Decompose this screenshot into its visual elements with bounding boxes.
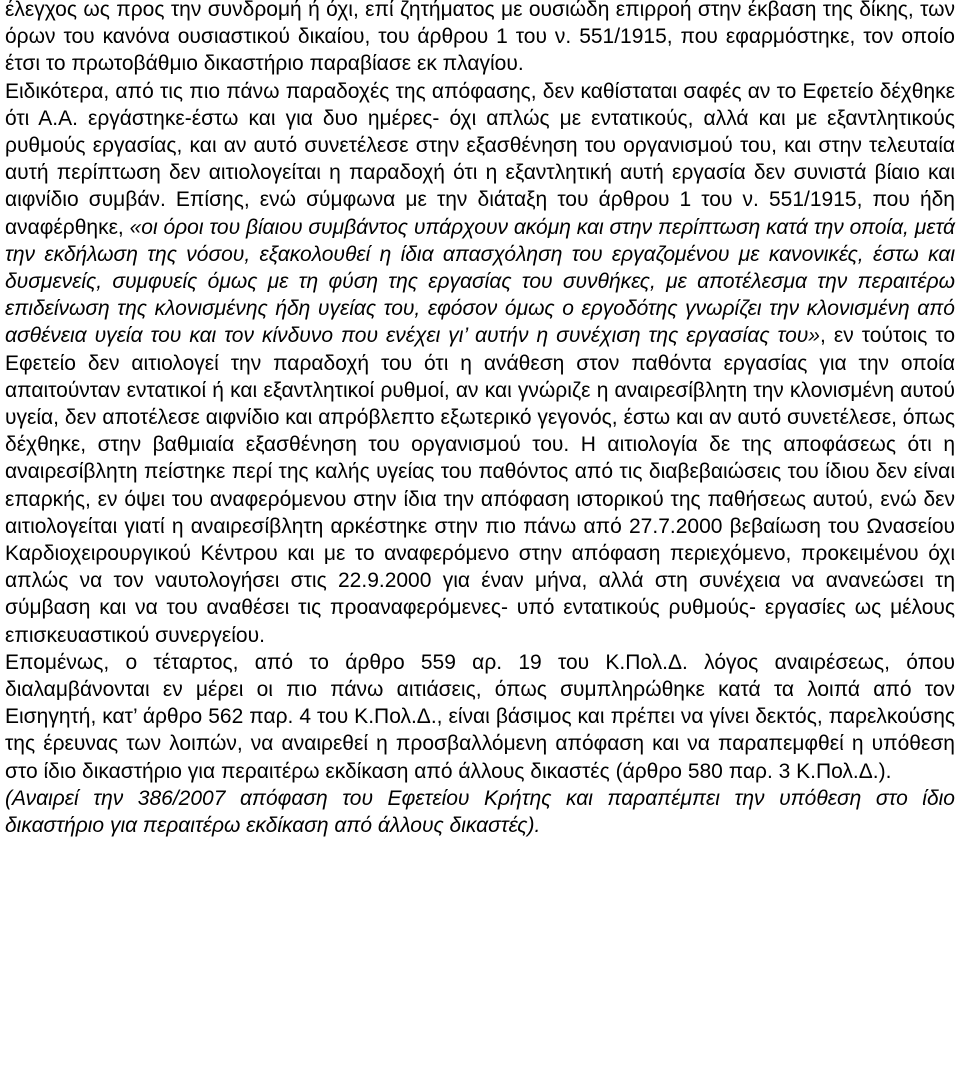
paragraph-2-quotation: «οι όροι του βίαιου συμβάντος υπάρχουν ακόμη και στην περίπτωση κατά την οποία, μετά την εκδήλωση της νόσου, εξακολουθεί η ίδια απασχόληση του εργαζομένου με κανονικές, έστω και δυσμενείς, συμφυείς όμως με τη φύση της εργασίας του συνθήκες, με αποτέλεσμα την περαιτέρω επιδείνωση της κλονισμένης ήδη υγείας του, εφόσον όμως ο εργοδότης γνωρίζει την κλονισμένη από ασθένεια υγεία του και τον κίνδυνο που ενέχει γι’ αυτήν η συνέχιση της εργασίας του» (5, 215, 955, 348)
paragraph-2-text-start: Ειδικότερα, από τις πιο πάνω παραδοχές της απόφασης, δεν καθίσταται σαφές αν το Εφετείο δέχθηκε ότι Α.Α. εργάστηκε-έστω και για δυο ημέρες- όχι απλώς με εντατικούς, αλλά και με εξαντλητικούς ρυθμούς εργασίας, και αν αυτό συνετέλεσε στην εξασθένηση του οργανισμού του, και στην τελευταία αυτή περίπτωση δεν αιτιολογείται η παραδοχή ότι η εξαντλητική αυτή εργασία δεν συνιστά βίαιο και αιφνίδιο συμβάν. Επίσης, ενώ σύμφωνα με την διάταξη του άρθρου 1 του ν. 551/1915, που ήδη αναφέρθηκε, (5, 79, 955, 239)
paragraph-4-text: (Αναιρεί την 386/2007 απόφαση του Εφετείου Κρήτης και παραπέμπει την υπόθεση στο ίδιο δικαστήριο για περαιτέρω εκδίκαση από άλλους δικαστές). (5, 786, 955, 838)
paragraph-1 (5, 0, 955, 78)
paragraph-4-ruling (5, 785, 955, 839)
paragraph-2 (5, 78, 955, 649)
paragraph-3-text: Επομένως, ο τέταρτος, από το άρθρο 559 αρ. 19 του Κ.Πολ.Δ. λόγος αναιρέσεως, όπου διαλαμβάνονται εν μέρει οι πιο πάνω αιτιάσεις, όπως συμπληρώθηκε κατά τα λοιπά από τον Εισηγητή, κατ’ άρθρο 562 παρ. 4 του Κ.Πολ.Δ., είναι βάσιμος και πρέπει να γίνει δεκτός, παρελκούσης της έρευνας των λοιπών, να αναιρεθεί η προσβαλλόμενη απόφαση και να παραπεμφθεί η υπόθεση στο ίδιο δικαστήριο για περαιτέρω εκδίκαση από άλλους δικαστές (άρθρο 580 παρ. 3 Κ.Πολ.Δ.). (5, 650, 955, 783)
paragraph-1-text: έλεγχος ως προς την συνδρομή ή όχι, επί ζητήματος με ουσιώδη επιρροή στην έκβαση της δίκης, των όρων του κανόνα ουσιαστικού δικαίου, του άρθρου 1 του ν. 551/1915, που εφαρμόστηκε, τον οποίο έτσι το πρωτοβάθμιο δικαστήριο παραβίασε εκ πλαγίου. (5, 0, 955, 76)
paragraph-2-text-end: , εν τούτοις το Εφετείο δεν αιτιολογεί την παραδοχή του ότι η ανάθεση στον παθόντα εργασίας για την οποία απαιτούνταν εντατικοί ή και εξαντλητικοί ρυθμοί, αν και γνώριζε η αναιρεσίβλητη την κλονισμένη αυτού υγεία, δεν αποτέλεσε αιφνίδιο και απρόβλεπτο εξωτερικό γεγονός, έστω και αν αυτό συνετέλεσε, όπως δέχθηκε, στην βαθμιαία εξασθένηση του οργανισμού του. Η αιτιολογία δε της αποφάσεως ότι η αναιρεσίβλητη πείστηκε περί της καλής υγείας του παθόντος από τις διαβεβαιώσεις του ίδιου δεν είναι επαρκής, εν όψει του αναφερόμενου στην ίδια την απόφαση ιστορικού της παθήσεως αυτού, ενώ δεν αιτιολογείται γιατί η αναιρεσίβλητη αρκέστηκε στην πιο πάνω από 27.7.2000 βεβαίωση του Ωνασείου Καρδιοχειρουργικού Κέντρου και με το αναφερόμενο στην απόφαση περιεχόμενο, προκειμένου όχι απλώς να τον ναυτολογήσει στις 22.9.2000 για έναν μήνα, αλλά στη συνέχεια να ανανεώσει τη σύμβαση και να του αναθέσει τις προαναφερόμενες- υπό εντατικούς ρυθμούς- εργασίες ως μέλους επισκευαστικού συνεργείου. (5, 324, 955, 647)
paragraph-3 (5, 649, 955, 785)
